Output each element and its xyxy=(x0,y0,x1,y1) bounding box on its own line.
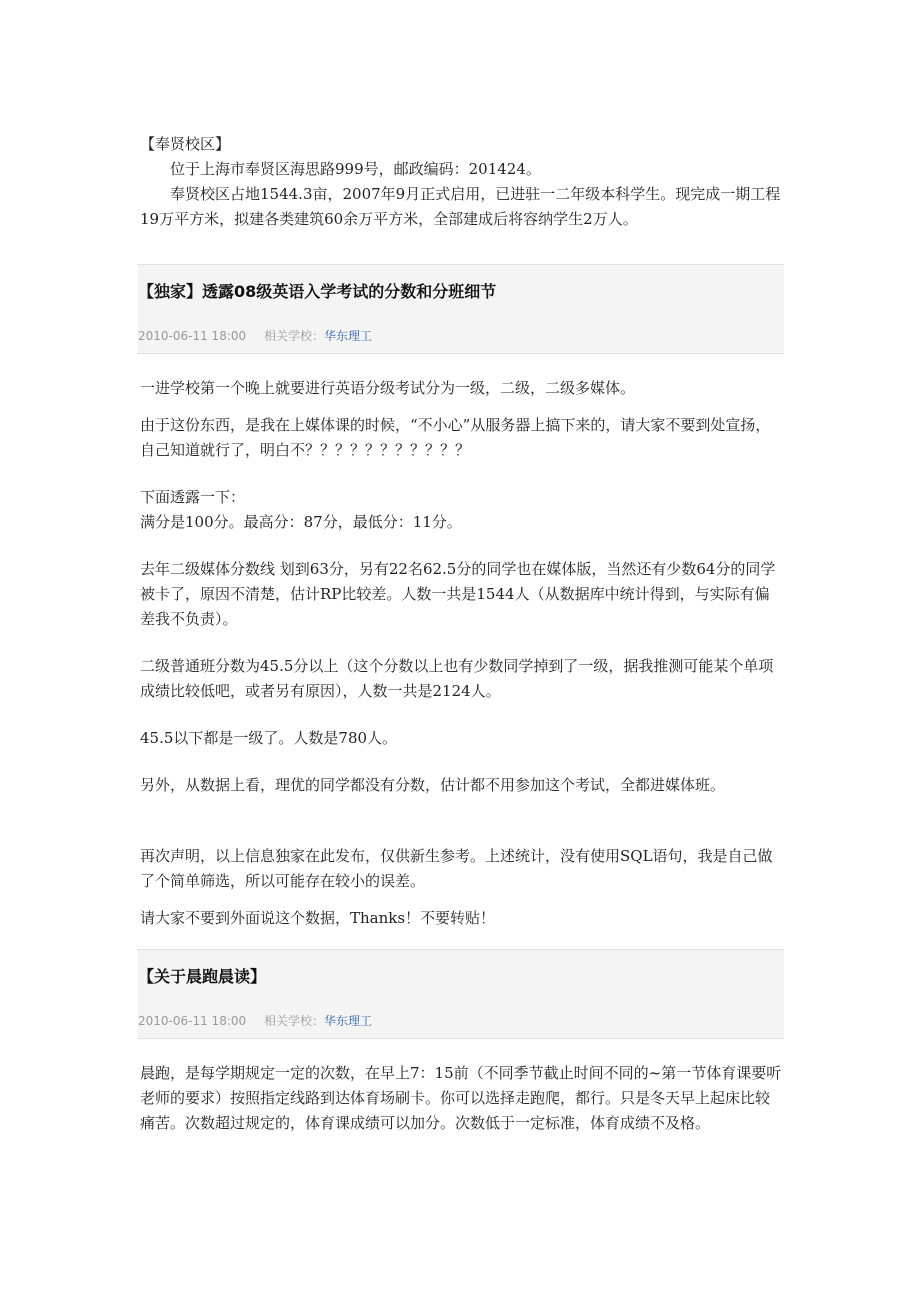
article-paragraph: 另外，从数据上看，理优的同学都没有分数，估计都不用参加这个考试，全都进媒体班。 xyxy=(140,776,726,794)
document-body xyxy=(140,132,784,1136)
related-school-label: 相关学校： xyxy=(263,329,324,343)
article-paragraph: 满分是100分。最高分：87分，最低分：11分。 xyxy=(140,513,462,531)
related-school-label: 相关学校： xyxy=(263,1014,324,1028)
campus-heading: 【奉贤校区】 xyxy=(140,135,231,153)
article-paragraph: 二级普通班分数为45.5分以上（这个分数以上也有少数同学掉到了一级，据我推测可能某个单项成绩比较低吧，或者另有原因），人数一共是2124人。 xyxy=(140,657,774,700)
article-paragraph: 去年二级媒体分数线 划到63分，另有22名62.5分的同学也在媒体版，当然还有少数64分的同学被卡了，原因不清楚，估计RP比较差。人数一共是1544人（从数据库中统计得到，与实际有偏差我不负责）。 xyxy=(140,560,776,628)
article-paragraph: 再次声明，以上信息独家在此发布，仅供新生参考。上述统计，没有使用SQL语句，我是自己做了个简单筛选，所以可能存在较小的误差。 xyxy=(140,847,773,890)
article-header xyxy=(138,949,784,1039)
article-paragraph: 晨跑，是每学期规定一定的次数，在早上7：15前（不同季节截止时间不同的~第一节体育课要听老师的要求）按照指定线路到达体育场刷卡。你可以选择走跑爬，都行。只是冬天早上起床比较痛苦。次数超过规定的，体育课成绩可以加分。次数低于一定标准，体育成绩不及格。 xyxy=(140,1064,782,1132)
article-meta xyxy=(138,1012,372,1029)
article-paragraph: 一进学校第一个晚上就要进行英语分级考试分为一级，二级，二级多媒体。 xyxy=(140,379,636,397)
campus-description: 奉贤校区占地1544.3亩，2007年9月正式启用，已进驻一二年级本科学生。现完成一期工程19万平方米，拟建各类建筑60余万平方米，全部建成后将容纳学生2万人。 xyxy=(140,185,781,228)
related-school-link[interactable]: 华东理工 xyxy=(323,1014,372,1028)
article-title: 【独家】透露08级英语入学考试的分数和分班细节 xyxy=(138,282,497,301)
article-date: 2010-06-11 18:00 xyxy=(138,329,247,343)
article-date: 2010-06-11 18:00 xyxy=(138,1014,247,1028)
article-paragraph: 请大家不要到外面说这个数据，Thanks！不要转贴！ xyxy=(140,909,496,927)
article-paragraph: 由于这份东西，是我在上媒体课的时候，“不小心”从服务器上搞下来的，请大家不要到处宣扬，自己知道就行了，明白不？？？？？？？？？？？ xyxy=(140,416,771,459)
related-school-link[interactable]: 华东理工 xyxy=(323,329,372,343)
article-paragraph: 45.5以下都是一级了。人数是780人。 xyxy=(140,729,398,747)
article-paragraph: 下面透露一下： xyxy=(140,488,246,506)
campus-address: 位于上海市奉贤区海思路999号，邮政编码：201424。 xyxy=(170,160,541,178)
article-title: 【关于晨跑晨读】 xyxy=(138,967,267,986)
article-meta xyxy=(138,327,372,344)
article-header xyxy=(138,264,784,354)
